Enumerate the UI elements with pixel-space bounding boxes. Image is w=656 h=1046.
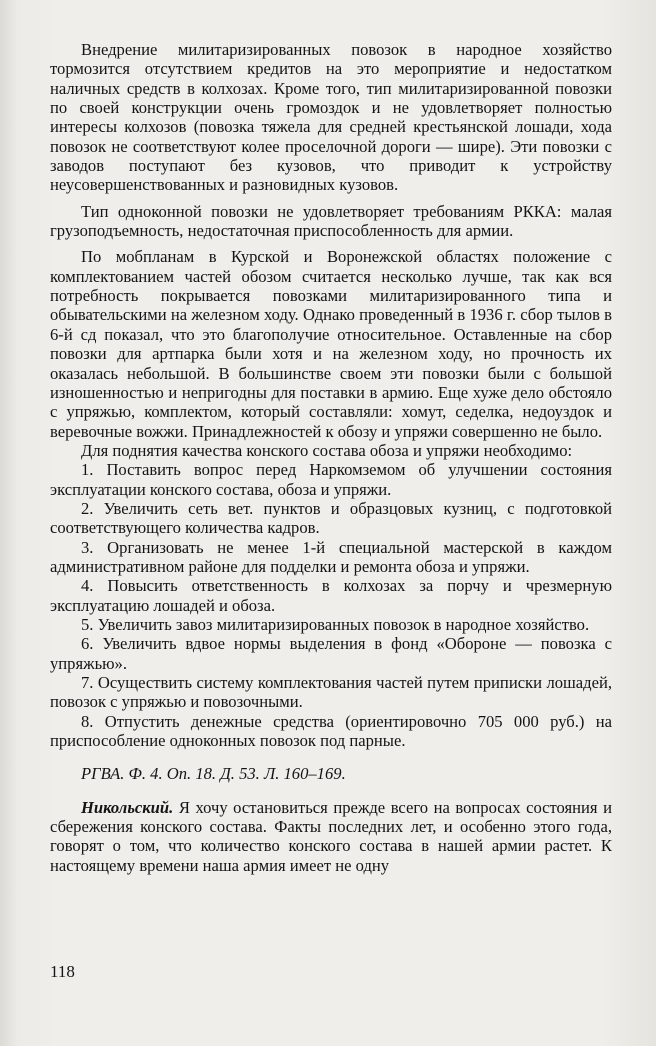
list-item-7: 7. Осуществить систему комплектования частей путем приписки лошадей, повозок с упряжью и повозочными. (50, 673, 612, 712)
list-item-8: 8. Отпустить денежные средства (ориентировочно 705 000 руб.) на приспособление одноконных повозок под парные. (50, 711, 612, 751)
list-item-1: 1. Поставить вопрос перед Наркомземом об улучшении состояния эксплуатации конского состава, обоза и упряжи. (50, 460, 612, 499)
archive-source-reference: РГВА. Ф. 4. Оп. 18. Д. 53. Л. 160–169. (81, 764, 346, 784)
speech-paragraph (50, 798, 612, 875)
paragraph-2: Тип одноконной повозки не удовлетворяет требованиям РККА: малая грузоподъемность, недостаточная приспособленность для армии. (50, 201, 612, 241)
list-item-3: 3. Организовать не менее 1-й специальной мастерской в каждом административном районе для подделки и ремонта обоза и упряжи. (50, 537, 612, 576)
paragraph-4: Для поднятия качества конского состава обоза и упряжи необходимо: (81, 440, 573, 460)
page-text (50, 40, 612, 875)
paragraph-1: Внедрение милитаризированных повозок в народное хозяйство тормозится отсутствием кредитов на это мероприятие и недостатком наличных средств в колхозах. Кроме того, тип милитаризированной повозки по своей конструкции очень громоздок и не удовлетворяет полностью интересы колхозов (повозка тяжела для средней крестьянской лошади, хода повозок не соответствуют колее проселочной дороги — шире). Эти повозки с заводов поступают без кузовов, что приводит к устройству неусовершенствованных и разновидных кузовов. (50, 40, 612, 195)
list-item-2: 2. Увеличить сеть вет. пунктов и образцовых кузниц, с подготовкой соответствующего количества кадров. (50, 498, 612, 538)
paragraph-3: По мобпланам в Курской и Воронежской областях положение с комплектованием частей обозом считается несколько лучше, так как вся потребность покрывается повозками милитаризированного типа и обывательскими на железном ходу. Однако проведенный в 1936 г. сбор тылов в 6-й сд показал, что это благополучие относительное. Оставленные на сбор повозки для артпарка были хотя и на железном ходу, но прочность их оказалась небольшой. В большинстве своем эти повозки были с большой изношенностью и непригодны для поставки в армию. Еще хуже дело обстояло с упряжью, комплектом, который составляли: хомут, седелка, недоуздок и веревочные вожжи. Принадлежностей к обозу и упряжи совершенно не было. (50, 247, 612, 441)
list-item-6: 6. Увеличить вдвое нормы выделения в фонд «Обороне — повозка с упряжью». (50, 634, 612, 673)
page-number: 118 (50, 962, 75, 981)
list-item-4: 4. Повысить ответственность в колхозах за порчу и чрезмерную эксплуатацию лошадей и обоза. (50, 576, 612, 615)
list-item-5: 5. Увеличить завоз милитаризированных повозок в народное хозяйство. (81, 614, 590, 634)
speech-text: Я хочу остановиться прежде всего на вопросах состояния и сбережения конского состава. Факты последних лет, и особенно этого года, говорят о том, что количество конского состава в нашей армии растет. К настоящему времени наша армия имеет не одну (50, 797, 612, 875)
speaker-name: Никольский. (81, 797, 174, 817)
